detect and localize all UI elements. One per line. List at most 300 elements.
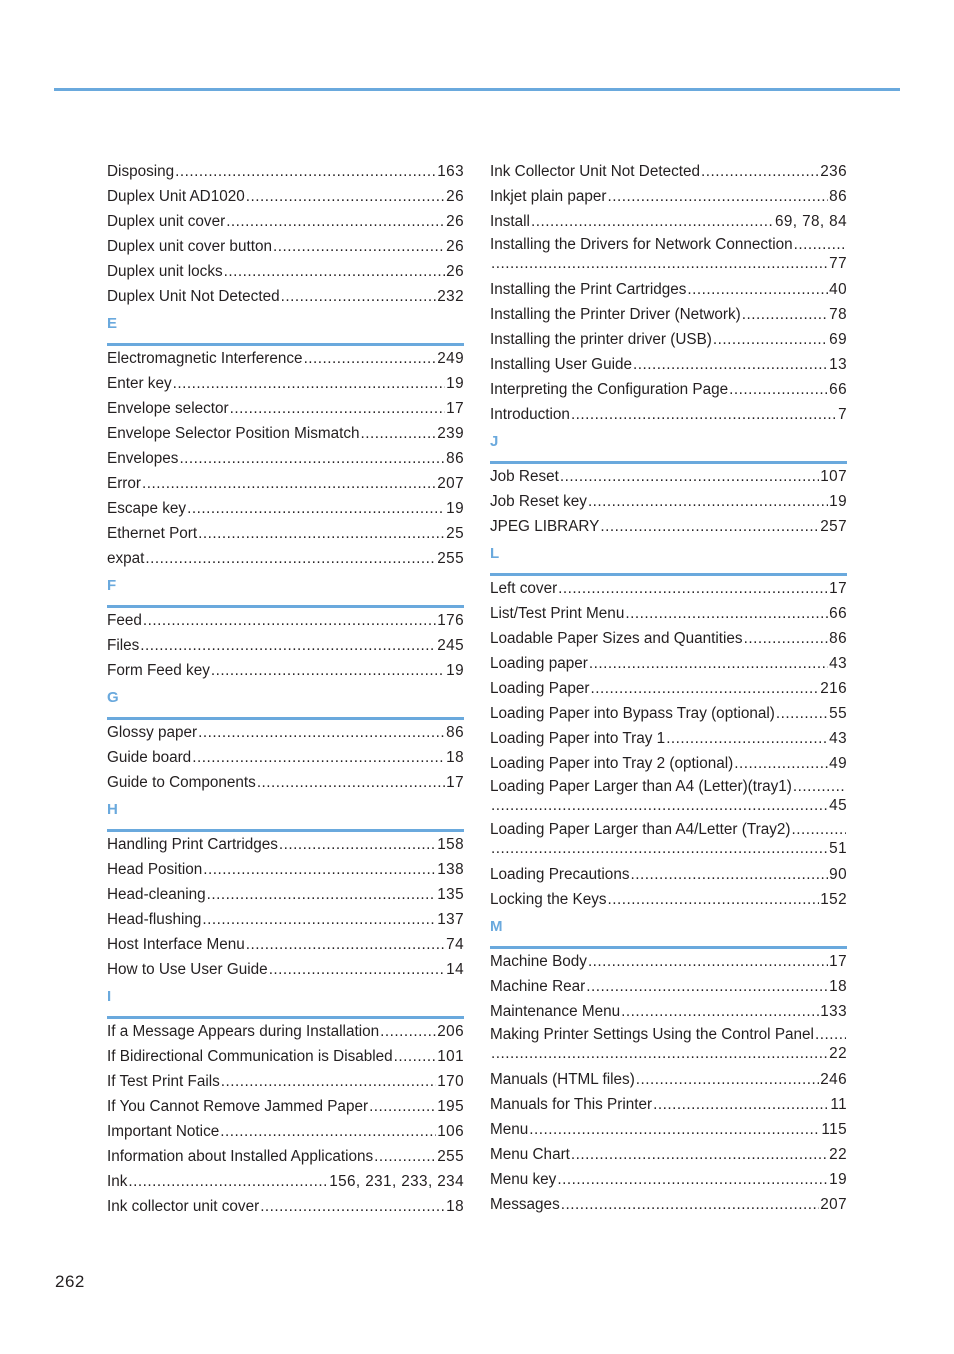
index-page-ref[interactable]: 69 (829, 331, 847, 348)
index-entry[interactable] (107, 396, 464, 421)
index-entry[interactable] (490, 377, 847, 402)
index-entry-line (490, 576, 847, 601)
index-page-ref[interactable]: 86 (446, 450, 464, 467)
index-entry-line (107, 1094, 464, 1119)
index-entry-line (107, 496, 464, 521)
index-entry-line (490, 352, 847, 377)
index-page-ref[interactable]: 43 (829, 655, 847, 672)
index-page-ref[interactable]: 206 (437, 1023, 464, 1040)
index-term: Loading Precautions (490, 866, 630, 883)
index-page-ref[interactable]: 245 (437, 637, 464, 654)
dot-leader (220, 1119, 436, 1144)
index-entry[interactable] (107, 957, 464, 982)
dot-leader (374, 1144, 436, 1169)
index-entry[interactable] (107, 770, 464, 795)
index-term: Locking the Keys (490, 891, 607, 908)
index-term: Duplex Unit Not Detected (107, 288, 280, 305)
index-page-ref[interactable]: 19 (829, 1171, 847, 1188)
index-entry[interactable] (490, 1067, 847, 1092)
index-entry-line (107, 770, 464, 795)
index-term: Head-flushing (107, 911, 202, 928)
index-entry-line (490, 159, 847, 184)
index-page-ref[interactable]: 69, 78, 84 (774, 213, 847, 230)
dot-leader (589, 651, 828, 676)
index-term: Handling Print Cartridges (107, 836, 278, 853)
dot-leader (636, 1067, 819, 1092)
index-entry[interactable] (490, 209, 847, 234)
index-term: Loading Paper Larger than A4 (Letter)(tray1) (490, 778, 792, 795)
dot-leader (246, 184, 445, 209)
index-page-ref[interactable]: 239 (437, 425, 464, 442)
index-entry[interactable] (107, 832, 464, 857)
index-term: If Bidirectional Communication is Disabled (107, 1048, 393, 1065)
index-page-ref[interactable]: 77 (829, 255, 847, 272)
index-page-ref[interactable]: 232 (437, 288, 464, 305)
index-term: Inkjet plain paper (490, 188, 607, 205)
index-entry-line (490, 377, 847, 402)
dot-leader (588, 489, 828, 514)
index-entry-line (490, 1117, 847, 1142)
index-term: If a Message Appears during Installation (107, 1023, 380, 1040)
index-entry[interactable] (490, 576, 847, 601)
dot-leader (179, 446, 445, 471)
section-rule (490, 461, 847, 464)
dot-leader (142, 471, 436, 496)
index-term: Maintenance Menu (490, 1003, 621, 1020)
section-rule (107, 605, 464, 608)
index-entry[interactable] (107, 1144, 464, 1169)
index-page-ref[interactable]: 107 (820, 468, 847, 485)
dot-leader (557, 1167, 828, 1192)
index-entry[interactable] (490, 1117, 847, 1142)
index-entry[interactable] (490, 234, 847, 277)
index-entry-line (107, 209, 464, 234)
index-entry[interactable] (490, 514, 847, 539)
index-entry-line (107, 957, 464, 982)
index-entry[interactable] (107, 857, 464, 882)
index-section-heading (107, 799, 464, 832)
index-entry[interactable] (107, 1094, 464, 1119)
dot-leader (793, 776, 846, 798)
index-entry-line (490, 601, 847, 626)
index-page-ref[interactable]: 90 (829, 866, 847, 883)
index-entry[interactable] (107, 496, 464, 521)
index-entry-line (490, 1167, 847, 1192)
index-page-ref[interactable]: 26 (446, 263, 464, 280)
index-entry[interactable] (107, 446, 464, 471)
index-term: Envelope Selector Position Mismatch (107, 425, 360, 442)
index-term: Installing User Guide (490, 356, 632, 373)
dot-leader (729, 377, 828, 402)
index-page-ref[interactable]: 195 (437, 1098, 464, 1115)
dot-leader (742, 302, 828, 327)
section-letter: H (107, 801, 118, 818)
dot-leader (380, 1019, 436, 1044)
index-entry[interactable] (490, 159, 847, 184)
index-page-ref[interactable]: 176 (437, 612, 464, 629)
index-entry[interactable] (490, 327, 847, 352)
dot-leader (571, 402, 837, 427)
index-entry[interactable] (490, 999, 847, 1024)
dot-leader (221, 1069, 436, 1094)
index-term: Loading Paper into Tray 1 (490, 730, 666, 747)
index-entry-line (490, 751, 847, 776)
index-page-ref[interactable]: 19 (446, 662, 464, 679)
index-term: Menu key (490, 1171, 557, 1188)
index-entry[interactable] (107, 371, 464, 396)
index-entry-line (490, 776, 847, 798)
index-entry-line (107, 882, 464, 907)
dot-leader (633, 352, 828, 377)
index-entry-line (490, 1067, 847, 1092)
index-entry[interactable] (490, 352, 847, 377)
dot-leader (173, 371, 446, 396)
index-page-ref[interactable]: 26 (446, 238, 464, 255)
dot-leader (558, 576, 828, 601)
index-page-ref[interactable]: 18 (829, 978, 847, 995)
index-page-ref[interactable]: 19 (446, 375, 464, 392)
index-entry-line (107, 284, 464, 309)
index-page-ref[interactable]: 216 (820, 680, 847, 697)
index-entry[interactable] (107, 234, 464, 259)
index-entry[interactable] (107, 184, 464, 209)
index-entry[interactable] (107, 633, 464, 658)
index-entry[interactable] (490, 1024, 847, 1067)
dot-leader (586, 974, 828, 999)
index-term: Installing the printer driver (USB) (490, 331, 712, 348)
index-entry-line (490, 726, 847, 751)
section-rule (107, 829, 464, 832)
dot-leader (815, 1024, 846, 1046)
index-entry-line (107, 184, 464, 209)
index-entry-line (490, 256, 847, 277)
index-section-heading (107, 687, 464, 720)
index-term: Job Reset (490, 468, 559, 485)
index-page-ref[interactable]: 86 (829, 630, 847, 647)
index-entry-line (490, 464, 847, 489)
index-entry-line (490, 676, 847, 701)
index-entry[interactable] (107, 546, 464, 571)
dot-leader (608, 184, 829, 209)
index-page-ref[interactable]: 207 (437, 475, 464, 492)
index-entry-line (107, 521, 464, 546)
index-entry-line (490, 277, 847, 302)
index-term: Host Interface Menu (107, 936, 245, 953)
dot-leader (192, 745, 445, 770)
dot-leader (734, 751, 828, 776)
dot-leader (198, 521, 445, 546)
index-term: Manuals for This Printer (490, 1096, 653, 1113)
index-entry[interactable] (107, 209, 464, 234)
index-term: Duplex unit cover (107, 213, 226, 230)
index-page-ref[interactable]: 17 (446, 774, 464, 791)
index-term: expat (107, 550, 145, 567)
index-entry-line (490, 184, 847, 209)
dot-leader (744, 626, 829, 651)
index-term: Job Reset key (490, 493, 587, 510)
index-entry[interactable] (107, 720, 464, 745)
index-entry-line (107, 546, 464, 571)
dot-leader (304, 346, 437, 371)
index-entry[interactable] (490, 1142, 847, 1167)
index-entry-line (490, 862, 847, 887)
index-entry[interactable] (490, 949, 847, 974)
index-entry-line (490, 999, 847, 1024)
dot-leader (529, 1117, 820, 1142)
index-term: Machine Body (490, 953, 587, 970)
index-entry[interactable] (107, 284, 464, 309)
index-term: Installing the Print Cartridges (490, 281, 687, 298)
index-entry[interactable] (107, 658, 464, 683)
index-page-ref[interactable]: 163 (437, 163, 464, 180)
index-page-ref[interactable]: 14 (446, 961, 464, 978)
index-entry[interactable] (107, 882, 464, 907)
index-page-ref[interactable]: 115 (821, 1121, 847, 1138)
index-entry[interactable] (107, 471, 464, 496)
index-entry[interactable] (107, 421, 464, 446)
index-entry[interactable] (490, 862, 847, 887)
index-page-ref[interactable]: 66 (829, 605, 847, 622)
index-page-ref[interactable]: 246 (820, 1071, 847, 1088)
index-entry-line (490, 1046, 847, 1067)
index-entry[interactable] (490, 601, 847, 626)
index-entry-line (490, 841, 847, 862)
index-entry-line (490, 1024, 847, 1046)
index-term: Menu (490, 1121, 529, 1138)
index-entry[interactable] (490, 1167, 847, 1192)
index-page-ref[interactable]: 43 (829, 730, 847, 747)
dot-leader (246, 932, 445, 957)
index-entry-line (107, 832, 464, 857)
index-entry-line (490, 209, 847, 234)
index-page-ref[interactable]: 18 (446, 1198, 464, 1215)
index-page-ref[interactable]: 86 (446, 724, 464, 741)
index-entry-line (490, 234, 847, 256)
index-page-ref[interactable]: 170 (437, 1073, 464, 1090)
index-entry-line (490, 701, 847, 726)
index-page-ref[interactable]: 156, 231, 233, 234 (329, 1173, 464, 1190)
index-page-ref[interactable]: 17 (446, 400, 464, 417)
index-entry[interactable] (490, 302, 847, 327)
index-term: How to Use User Guide (107, 961, 268, 978)
dot-leader (369, 1094, 436, 1119)
section-letter: E (107, 315, 118, 332)
section-letter: M (490, 918, 503, 935)
index-page-ref[interactable]: 135 (437, 886, 464, 903)
dot-leader (630, 862, 828, 887)
index-entry[interactable] (490, 726, 847, 751)
index-page-ref[interactable]: 257 (820, 518, 847, 535)
section-letter: G (107, 689, 119, 706)
index-entry[interactable] (490, 464, 847, 489)
index-entry[interactable] (107, 608, 464, 633)
index-entry[interactable] (490, 1092, 847, 1117)
index-entry[interactable] (107, 907, 464, 932)
index-term: If You Cannot Remove Jammed Paper (107, 1098, 369, 1115)
index-page-ref[interactable]: 51 (829, 840, 847, 857)
index-entry[interactable] (107, 1169, 464, 1194)
dot-leader (260, 1194, 445, 1219)
index-entry-line (490, 514, 847, 539)
index-page-ref[interactable]: 17 (829, 953, 847, 970)
index-entry[interactable] (490, 1192, 847, 1217)
index-entry[interactable] (490, 184, 847, 209)
index-page-ref[interactable]: 106 (437, 1123, 464, 1140)
index-entry-line (490, 1142, 847, 1167)
index-entry-line (107, 1119, 464, 1144)
index-entry[interactable] (107, 1119, 464, 1144)
index-page-ref[interactable]: 55 (829, 705, 847, 722)
index-term: Head-cleaning (107, 886, 206, 903)
index-page-ref[interactable]: 158 (437, 836, 464, 853)
index-page-ref[interactable]: 26 (446, 188, 464, 205)
dot-leader (273, 234, 445, 259)
index-page-ref[interactable]: 207 (820, 1196, 847, 1213)
dot-leader (491, 798, 828, 814)
index-entry[interactable] (107, 159, 464, 184)
dot-leader (591, 676, 820, 701)
index-term: Menu Chart (490, 1146, 570, 1163)
index-entry[interactable] (490, 701, 847, 726)
index-entry-line (107, 471, 464, 496)
index-term: Guide board (107, 749, 192, 766)
index-term: Escape key (107, 500, 187, 517)
index-page-ref[interactable]: 255 (437, 1148, 464, 1165)
index-page-ref[interactable]: 22 (829, 1146, 847, 1163)
index-term: Feed (107, 612, 142, 629)
dot-leader (776, 701, 828, 726)
index-page-ref[interactable]: 26 (446, 213, 464, 230)
index-entry[interactable] (107, 259, 464, 284)
index-term: Electromagnetic Interference (107, 350, 303, 367)
dot-leader (794, 234, 846, 256)
index-page-ref[interactable]: 137 (437, 911, 464, 928)
dot-leader (621, 999, 819, 1024)
index-section-heading (490, 431, 847, 464)
dot-leader (560, 464, 819, 489)
index-entry[interactable] (107, 1069, 464, 1094)
dot-leader (687, 277, 828, 302)
index-entry-line (107, 857, 464, 882)
index-entry[interactable] (490, 974, 847, 999)
index-page-ref[interactable]: 19 (446, 500, 464, 517)
dot-leader (187, 496, 445, 521)
index-page-ref[interactable]: 13 (829, 356, 847, 373)
index-page-ref[interactable]: 22 (829, 1045, 847, 1062)
index-term: Files (107, 637, 140, 654)
index-entry[interactable] (107, 1019, 464, 1044)
index-page-ref[interactable]: 255 (437, 550, 464, 567)
index-term: Making Printer Settings Using the Control Panel (490, 1026, 814, 1043)
dot-leader (269, 957, 445, 982)
section-rule (107, 343, 464, 346)
index-page-ref[interactable]: 249 (437, 350, 464, 367)
index-entry-line (107, 1019, 464, 1044)
index-page-ref[interactable]: 45 (829, 797, 847, 814)
dot-leader (140, 633, 436, 658)
dot-leader (203, 857, 436, 882)
index-term: Loading paper (490, 655, 588, 672)
index-entry-line (107, 1194, 464, 1219)
index-entry[interactable] (107, 932, 464, 957)
index-page-ref[interactable]: 133 (820, 1003, 847, 1020)
index-page-ref[interactable]: 236 (820, 163, 847, 180)
index-entry[interactable] (107, 745, 464, 770)
index-entry-line (107, 421, 464, 446)
index-entry[interactable] (490, 776, 847, 819)
index-term: Ink (107, 1173, 128, 1190)
index-page-ref[interactable]: 19 (829, 493, 847, 510)
section-letter: J (490, 433, 499, 450)
dot-leader (791, 819, 846, 841)
index-entry[interactable] (490, 626, 847, 651)
index-entry[interactable] (490, 402, 847, 427)
index-term: Ink Collector Unit Not Detected (490, 163, 700, 180)
index-page-ref[interactable]: 7 (838, 406, 847, 423)
index-section-heading (490, 916, 847, 949)
index-page-ref[interactable]: 49 (829, 755, 847, 772)
index-page-ref[interactable]: 18 (446, 749, 464, 766)
index-term: Loading Paper into Tray 2 (optional) (490, 755, 734, 772)
dot-leader (143, 608, 436, 633)
dot-leader (713, 327, 828, 352)
index-entry-line (107, 1044, 464, 1069)
index-entry[interactable] (107, 521, 464, 546)
index-page-ref[interactable]: 138 (437, 861, 464, 878)
index-page-ref[interactable]: 152 (820, 891, 847, 908)
index-entry-line (490, 626, 847, 651)
index-entry[interactable] (490, 651, 847, 676)
index-page-ref[interactable]: 101 (437, 1048, 464, 1065)
index-page-ref[interactable]: 78 (829, 306, 847, 323)
index-entry[interactable] (107, 1044, 464, 1069)
index-entry-line (490, 1192, 847, 1217)
dot-leader (198, 720, 445, 745)
index-entry-line (490, 302, 847, 327)
index-page-ref[interactable]: 66 (829, 381, 847, 398)
index-entry[interactable] (107, 1194, 464, 1219)
index-page-ref[interactable]: 40 (829, 281, 847, 298)
dot-leader (202, 907, 436, 932)
index-entry[interactable] (490, 751, 847, 776)
index-term: List/Test Print Menu (490, 605, 625, 622)
dot-leader (361, 421, 437, 446)
index-term: Form Feed key (107, 662, 210, 679)
index-term: Duplex Unit AD1020 (107, 188, 245, 205)
index-section-heading (490, 543, 847, 576)
index-entry[interactable] (107, 346, 464, 371)
index-page-ref[interactable]: 74 (446, 936, 464, 953)
index-page-ref[interactable]: 11 (830, 1096, 847, 1113)
section-rule (490, 946, 847, 949)
index-term: Error (107, 475, 141, 492)
index-entry-line (490, 887, 847, 912)
section-rule (490, 573, 847, 576)
index-term: Loading Paper (490, 680, 590, 697)
index-entry[interactable] (490, 887, 847, 912)
index-page-ref[interactable]: 17 (829, 580, 847, 597)
index-page-ref[interactable]: 86 (829, 188, 847, 205)
index-term: Manuals (HTML files) (490, 1071, 635, 1088)
index-entry[interactable] (490, 819, 847, 862)
index-entry[interactable] (490, 676, 847, 701)
dot-leader (230, 396, 446, 421)
dot-leader (211, 658, 445, 683)
index-entry[interactable] (490, 489, 847, 514)
dot-leader (653, 1092, 829, 1117)
index-entry[interactable] (490, 277, 847, 302)
index-page-ref[interactable]: 25 (446, 525, 464, 542)
